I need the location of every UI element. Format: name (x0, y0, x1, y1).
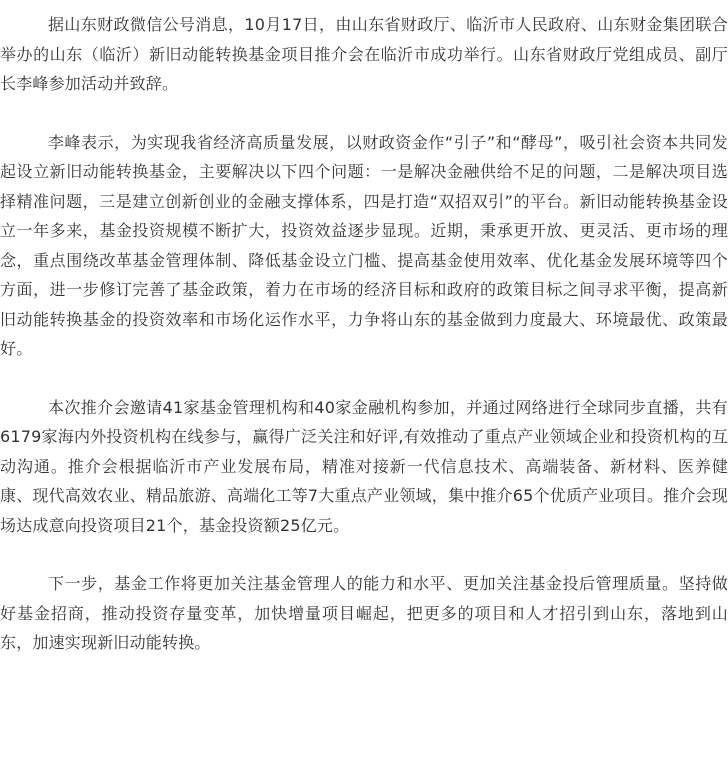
paragraph-2: 李峰表示，为实现我省经济高质量发展，以财政资金作“引子”和“酵母”，吸引社会资本共同发起设立新旧动能转换基金，主要解决以下四个问题：一是解决金融供给不足的问题，二是解决项目选择精准问题，三是建立创新创业的金融支撑体系，四是打造“双招双引”的平台。新旧动能转换基金设立一年多来，基金投资规模不断扩大，投资效益逐步显现。近期，秉承更开放、更灵活、更市场的理念，重点围绕改革基金管理体制、降低基金设立门槛、提高基金使用效率、优化基金发展环境等四个方面，进一步修订完善了基金政策，着力在市场的经济目标和政府的政策目标之间寻求平衡，提高新旧动能转换基金的投资效率和市场化运作水平，力争将山东的基金做到力度最大、环境最优、政策最好。 (0, 132, 728, 358)
paragraph-3: 本次推介会邀请41家基金管理机构和40家金融机构参加，并通过网络进行全球同步直播，共有6179家海内外投资机构在线参与，赢得广泛关注和好评,有效推动了重点产业领域企业和投资机构的互动沟通。推介会根据临沂市产业发展布局，精准对接新一代信息技术、高端装备、新材料、医养健康、现代高效农业、精品旅游、高端化工等7大重点产业领域，集中推介65个优质产业项目。推介会现场达成意向投资项目21个，基金投资额25亿元。 (0, 397, 728, 535)
paragraph-4: 下一步，基金工作将更加关注基金管理人的能力和水平、更加关注基金投后管理质量。坚持做好基金招商，推动投资存量变革，加快增量项目崛起，把更多的项目和人才招引到山东，落地到山东，加速实现新旧动能转换。 (0, 574, 728, 652)
paragraph-1: 据山东财政微信公号消息，10月17日，由山东省财政厅、临沂市人民政府、山东财金集团联合举办的山东（临沂）新旧动能转换基金项目推介会在临沂市成功举行。山东省财政厅党组成员、副厅长李峰参加活动并致辞。 (0, 15, 728, 93)
